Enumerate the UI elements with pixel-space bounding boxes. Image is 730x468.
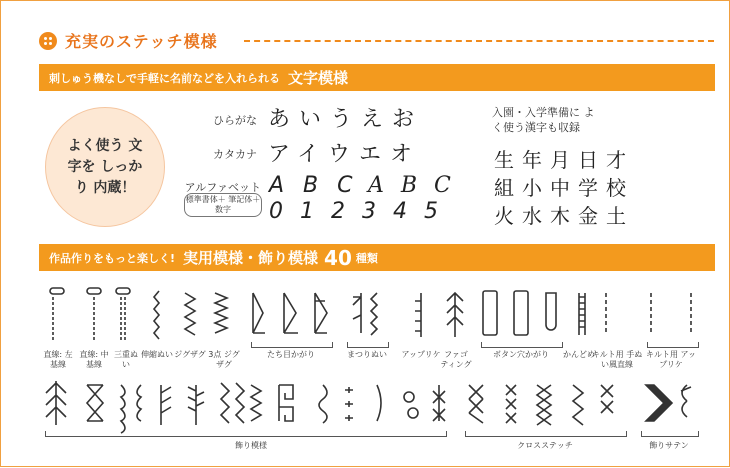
caption-stretch: 伸縮ぬい bbox=[141, 350, 173, 359]
satin-bracket bbox=[641, 431, 699, 437]
satin-leaf-icon bbox=[681, 385, 691, 417]
caption-cross-stitch: クロスステッチ bbox=[517, 441, 573, 450]
satin-chevron-icon bbox=[646, 385, 672, 421]
decorative-curve-icon bbox=[377, 385, 381, 421]
stretch-stitch-icon bbox=[154, 291, 159, 339]
cross-stitch-1-icon bbox=[469, 385, 483, 423]
bar2-count: 40 bbox=[324, 245, 352, 270]
blindhem-bracket bbox=[347, 342, 389, 348]
decorative-star-icon bbox=[433, 385, 445, 421]
caption-zigzag: ジグザグ bbox=[174, 350, 206, 359]
alphabet-label: アルファベット bbox=[184, 181, 261, 194]
caption-applique: アップリケ bbox=[401, 350, 441, 359]
greek-key-icon bbox=[279, 385, 293, 421]
buttonhole-bracket bbox=[481, 342, 563, 348]
decorative-wave-icon bbox=[251, 385, 261, 421]
caption-quilt-hand: キルト用 手ぬい風直線 bbox=[591, 350, 643, 369]
hiragana-sample: あいうえお bbox=[268, 107, 424, 132]
decorative-cross-icon bbox=[87, 385, 103, 421]
kanji-row-2: 組小中学校 bbox=[494, 176, 634, 200]
kanji-note: 入園・入学準備に よく使う漢字も収録 bbox=[492, 106, 595, 134]
straight-left-stitch-icon bbox=[50, 288, 64, 341]
cross-stitch-2-icon bbox=[506, 385, 516, 423]
decorative-arrow-icon bbox=[46, 381, 66, 425]
applique-stitch-icon bbox=[415, 293, 421, 337]
triple-stitch-icon bbox=[116, 288, 130, 341]
bar2-small-text: 作品作りをもっと楽しく! bbox=[49, 251, 176, 265]
decorative-bracket bbox=[45, 431, 447, 437]
section-title: 充実のステッチ模様 bbox=[65, 32, 218, 51]
fagoting-stitch-icon bbox=[447, 293, 463, 337]
decorative-ring-1-icon bbox=[404, 392, 414, 402]
straight-center-stitch-icon bbox=[87, 288, 101, 341]
buttonhole-2-icon bbox=[514, 291, 528, 335]
bar2-unit: 種類 bbox=[355, 251, 378, 265]
caption-fagoting: ファゴ ティング bbox=[440, 350, 472, 369]
caption-blind-hem: まつりぬい bbox=[347, 350, 387, 359]
bar1-small-text: 刺しゅう機なしで手軽に名前などを入れられる bbox=[49, 71, 280, 85]
quilt-applique-bracket bbox=[647, 342, 699, 348]
decorative-spiral-icon bbox=[319, 385, 327, 423]
decorative-leaf-icon bbox=[161, 385, 171, 425]
decorative-scallop-icon bbox=[121, 385, 141, 433]
caption-satin: 飾りサテン bbox=[649, 441, 689, 450]
katakana-sample: アイウエオ bbox=[268, 142, 422, 167]
caption-straight-left: 直線: 左基線 bbox=[43, 350, 73, 369]
overcast-stitch-3-icon bbox=[315, 293, 327, 333]
overcast-stitch-2-icon bbox=[284, 293, 298, 333]
decorative-flower-icon bbox=[345, 387, 353, 421]
caption-buttonhole: ボタン穴かがり bbox=[493, 350, 549, 359]
cross-stitch-5-icon bbox=[601, 385, 613, 413]
cross-stitch-bracket bbox=[465, 431, 627, 437]
cross-stitch-3-icon bbox=[537, 385, 551, 425]
katakana-label: カタカナ bbox=[213, 148, 257, 161]
kanji-row-1: 生年月日才 bbox=[494, 148, 634, 172]
buttonhole-1-icon bbox=[483, 291, 497, 335]
bar2-big-text: 実用模様・飾り模様 bbox=[183, 249, 319, 267]
buttonhole-3-icon bbox=[546, 293, 556, 330]
alphabet-script: A B C bbox=[368, 173, 456, 198]
stitch-illustrations bbox=[1, 1, 730, 468]
blind-hem-stitch-icon bbox=[353, 293, 377, 335]
alphabet-note: 標準書体＋ 筆記体＋数字 bbox=[184, 193, 262, 217]
overcast-bracket bbox=[251, 342, 333, 348]
bar1-big-text: 文字模様 bbox=[288, 69, 349, 87]
zigzag-stitch-icon bbox=[185, 293, 195, 335]
quilt-applique-icon bbox=[651, 293, 691, 333]
cross-stitch-4-icon bbox=[573, 385, 583, 425]
badge-text: よく使う 文字を しっかり 内蔵！ bbox=[67, 137, 143, 196]
decorative-fern-icon bbox=[188, 385, 204, 425]
caption-decorative: 飾り模様 bbox=[235, 441, 267, 450]
kanji-row-3: 火水木金土 bbox=[494, 204, 634, 228]
caption-triple: 三重ぬい bbox=[114, 350, 138, 369]
bar-tack-icon bbox=[579, 293, 585, 335]
caption-overcast: たち目かがり bbox=[267, 350, 315, 359]
digits-sample: 0 1 2 3 4 5 bbox=[269, 199, 443, 224]
caption-three-zigzag: 3点 ジグザグ bbox=[208, 350, 240, 369]
alphabet-standard: A B C bbox=[269, 173, 359, 198]
decorative-chevron-icon bbox=[221, 383, 244, 423]
three-step-zigzag-icon bbox=[215, 293, 227, 333]
caption-quilt-applique: キルト用 アップリケ bbox=[646, 350, 696, 369]
hiragana-label: ひらがな bbox=[213, 114, 257, 127]
caption-bar-tack: かんどめ bbox=[563, 350, 595, 359]
caption-straight-center: 直線: 中基線 bbox=[79, 350, 109, 369]
overcast-stitch-1-icon bbox=[253, 293, 265, 333]
